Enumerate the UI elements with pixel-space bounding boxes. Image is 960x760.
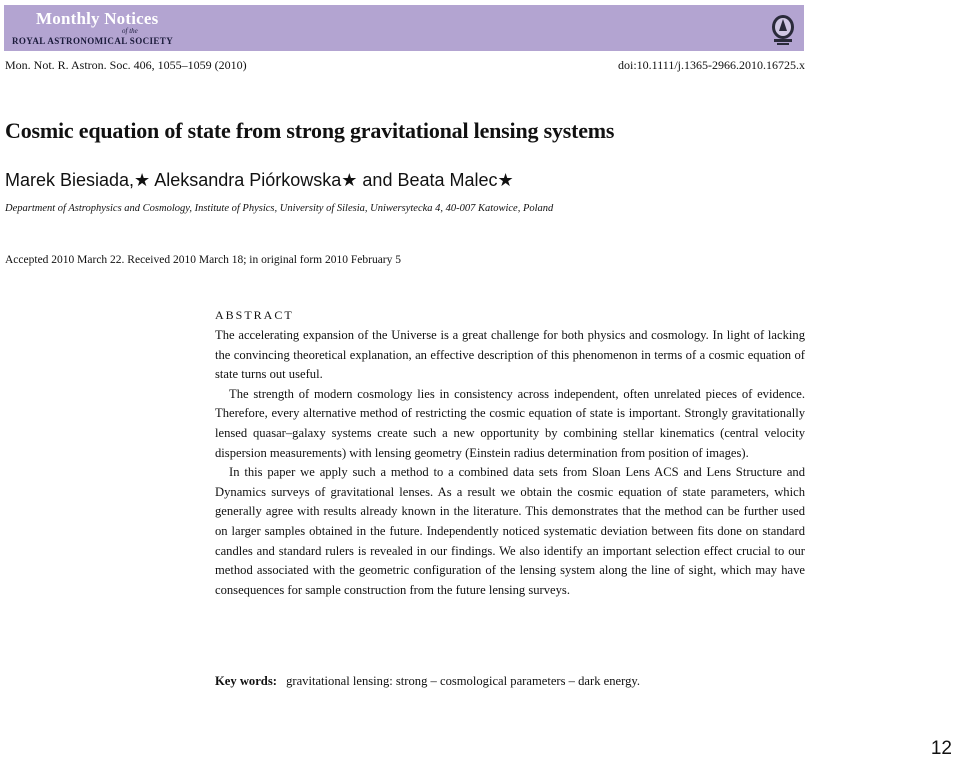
paper-title: Cosmic equation of state from strong gravitational lensing systems — [5, 118, 615, 143]
journal-society: ROYAL ASTRONOMICAL SOCIETY — [12, 36, 174, 46]
keywords-text: gravitational lensing: strong – cosmological parameters – dark energy. — [286, 674, 641, 688]
page-number: 12 — [930, 738, 952, 759]
ras-seal-icon — [768, 13, 798, 47]
paper-dates: Accepted 2010 March 22. Received 2010 March 18; in original form 2010 February 5 — [5, 254, 402, 266]
abstract-paragraph: The accelerating expansion of the Universe is a great challenge for both physics and cosmology. In light of lacking the convincing theoretical explanation, an effective description of this phenomenon in terms of a cosmic equation of state turns out useful. — [215, 328, 805, 382]
citation-doi: doi:10.1111/j.1365-2966.2010.16725.x — [618, 58, 805, 72]
journal-ofthe: of the — [122, 27, 138, 35]
citation-left: Mon. Not. R. Astron. Soc. 406, 1055–1059 (2010) — [5, 58, 247, 72]
abstract-paragraph: In this paper we apply such a method to a combined data sets from Sloan Lens ACS and Lens Structure and Dynamics surveys of gravitational lenses. As a result we obtain the cosmic equation of state parameters, which generally agree with results already known in the literature. This demonstrates that the method can be further used on larger samples obtained in the future. Independently noticed systematic deviation between fits done on standard candles and standard rulers is revealed in our findings. We also identify an important selection effect crucial to our method associated with the geometric configuration of the lensing system along the line of sight, which may have consequences for sample construction from the future lensing surveys. — [215, 465, 805, 597]
paper-affiliation: Department of Astrophysics and Cosmology, Institute of Physics, University of Silesia, Uniwersytecka 4, 40-007 Katowice, Poland — [5, 203, 554, 214]
abstract-section — [215, 308, 805, 600]
abstract-paragraph: The strength of modern cosmology lies in consistency across independent, often unrelated pieces of evidence. Therefore, every alternative method of restricting the cosmic equation of state is important. Strongly gravitationally lensed quasar–galaxy systems create such a new opportunity by combining stellar kinematics (central velocity dispersion measurements) with lensing geometry (Einstein radius determination from position of images). — [215, 386, 805, 460]
journal-name: Monthly Notices — [36, 9, 159, 28]
paper-authors: Marek Biesiada,★ Aleksandra Piórkowska★ and Beata Malec★ — [5, 170, 514, 190]
journal-banner — [4, 5, 804, 51]
keywords-label: Key words: — [215, 674, 277, 688]
keywords-line — [215, 674, 815, 689]
abstract-heading: ABSTRACT — [215, 308, 294, 322]
